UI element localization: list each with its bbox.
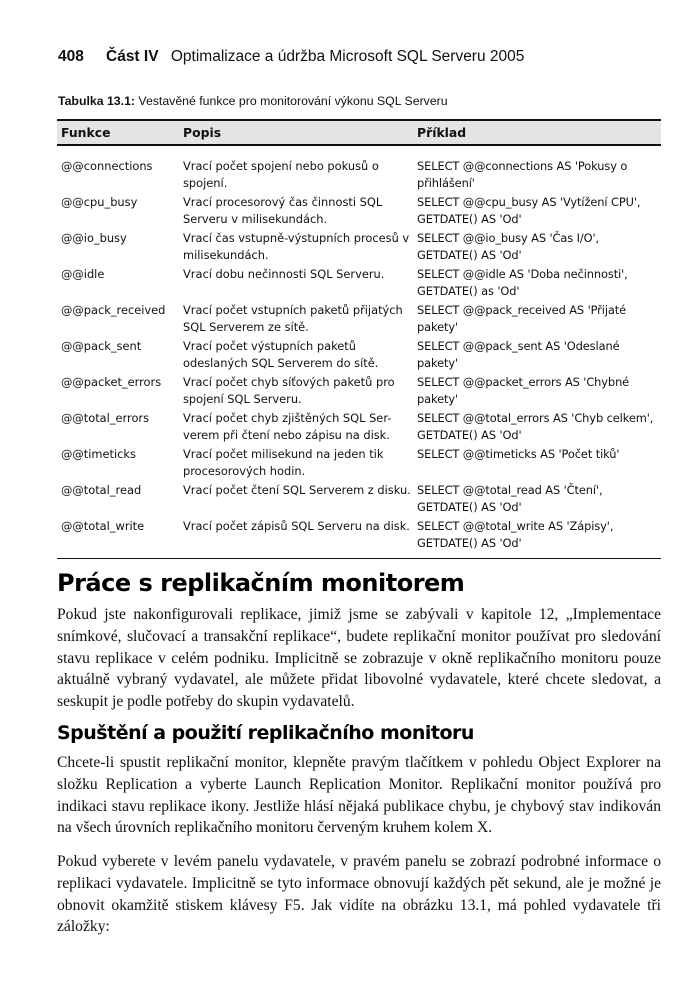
table-caption-label: Tabulka 13.1: xyxy=(58,94,135,108)
description-cell: Vrací počet čtení SQL Serverem z disku. xyxy=(183,483,411,497)
subsection-paragraph-1: Chcete-li spustit replikační monitor, klepněte pravým tlačítkem v pohledu Object Explorer na složku Replication a vyberte Launch Replication Monitor. Replikační monitor používá pro indikaci stavu replikace ikony. Jestliže hlásí nějaká publikace chybu, je chybový stav indikován na všech úrovních replikačního monitoru červeným kruhem kolem X. xyxy=(57,754,661,837)
function-name-cell: @@total_write xyxy=(57,518,179,559)
table-row xyxy=(57,145,661,194)
example-code-cell: SELECT @@total_errors AS 'Chyb celkem', GETDATE() AS 'Od' xyxy=(417,411,654,442)
subsection-heading: Spuštění a použití replikačního monitoru xyxy=(57,722,474,744)
table-row xyxy=(57,518,661,559)
table-row xyxy=(57,374,661,410)
example-code-cell: SELECT @@pack_received AS 'Přijaté pakety' xyxy=(417,303,627,334)
function-name-cell: @@timeticks xyxy=(61,447,136,461)
table-row xyxy=(57,194,661,230)
description-cell: Vrací procesorový čas činnosti SQL Serveru v milisekundách. xyxy=(183,195,383,226)
running-head xyxy=(58,48,524,66)
table-row xyxy=(57,482,661,518)
table-row xyxy=(57,302,661,338)
header-popis: Popis xyxy=(179,120,413,145)
table-row xyxy=(57,230,661,266)
example-code-cell: SELECT @@io_busy AS 'Čas I/O', GETDATE() AS 'Od' xyxy=(417,231,600,262)
description-cell: Vrací počet vstupních paketů přijatých SQL Serverem ze sítě. xyxy=(183,303,403,334)
header-funkce: Funkce xyxy=(57,120,179,145)
function-name-cell: @@idle xyxy=(61,267,105,281)
table-row xyxy=(57,338,661,374)
function-name-cell: @@cpu_busy xyxy=(61,195,138,209)
table-row xyxy=(57,266,661,302)
example-code-cell: SELECT @@total_write AS 'Zápisy', GETDATE() AS 'Od' xyxy=(413,518,661,559)
description-cell: Vrací počet milisekund na jeden tik procesorových hodin. xyxy=(183,447,384,478)
header-priklad: Příklad xyxy=(413,120,661,145)
table-row xyxy=(57,410,661,446)
example-code-cell: SELECT @@idle AS 'Doba nečinnosti', GETDATE() as 'Od' xyxy=(417,267,628,298)
example-code-cell: SELECT @@packet_errors AS 'Chybné pakety' xyxy=(417,375,630,406)
subsection-paragraph-2: Pokud vyberete v levém panelu vydavatele, v pravém panelu se zobrazí podrobné informace o replikaci vydavatele. Implicitně se tyto informace obnovují každých pět sekund, ale je možné je obnovit okamžitě stiskem klávesy F5. Jak vidíte na obrázku 13.1, má pohled vydavatele tři záložky: xyxy=(57,853,661,936)
table-caption xyxy=(58,94,448,108)
table-row xyxy=(57,446,661,482)
function-name-cell: @@pack_sent xyxy=(61,339,142,353)
function-name-cell: @@pack_received xyxy=(61,303,166,317)
example-code-cell: SELECT @@cpu_busy AS 'Vytížení CPU', GETDATE() AS 'Od' xyxy=(417,195,641,226)
table-header-row xyxy=(57,120,661,145)
description-cell: Vrací počet zápisů SQL Serveru na disk. xyxy=(179,518,413,559)
description-cell: Vrací čas vstupně-výstupních procesů v milisekundách. xyxy=(183,231,410,262)
description-cell: Vrací počet spojení nebo pokusů o spojení. xyxy=(183,159,379,190)
table-caption-text: Vestavěné funkce pro monitorování výkonu SQL Serveru xyxy=(135,94,448,108)
function-name-cell: @@packet_errors xyxy=(61,375,162,389)
section-paragraph: Pokud jste nakonfigurovali replikace, jimiž jsme se zabývali v kapitole 12, „Implementace snímkové, slučovací a transakční replikace“, budete replikační monitor používat pro sledování stavu replikace v celém podniku. Implicitně se zobrazuje v okně replikačního monitoru pouze aktuálně vybraný vydavatel, ale můžete přidat libovolné vydavatele, které chcete sledovat, a seskupit je podle potřeby do skupin vydavatelů. xyxy=(57,606,661,711)
section-heading: Práce s replikačním monitorem xyxy=(57,569,465,597)
function-name-cell: @@io_busy xyxy=(61,231,127,245)
function-name-cell: @@connections xyxy=(61,159,153,173)
book-title: Optimalizace a údržba Microsoft SQL Serveru 2005 xyxy=(170,48,525,65)
functions-table xyxy=(57,119,661,559)
description-cell: Vrací počet chyb zjištěných SQL Ser-verem při čtení nebo zápisu na disk. xyxy=(183,411,392,442)
example-code-cell: SELECT @@total_read AS 'Čtení', GETDATE() AS 'Od' xyxy=(417,483,603,514)
part-label: Část IV xyxy=(106,48,159,65)
page-number: 408 xyxy=(58,48,84,65)
example-code-cell: SELECT @@timeticks AS 'Počet tiků' xyxy=(417,447,620,461)
description-cell: Vrací počet výstupních paketů odeslaných SQL Serverem do sítě. xyxy=(183,339,379,370)
description-cell: Vrací dobu nečinnosti SQL Serveru. xyxy=(183,267,385,281)
function-name-cell: @@total_read xyxy=(61,483,142,497)
function-name-cell: @@total_errors xyxy=(61,411,150,425)
example-code-cell: SELECT @@pack_sent AS 'Odeslané pakety' xyxy=(417,339,620,370)
example-code-cell: SELECT @@connections AS 'Pokusy o přihlášení' xyxy=(417,159,628,190)
description-cell: Vrací počet chyb síťových paketů pro spojení SQL Serveru. xyxy=(183,375,395,406)
